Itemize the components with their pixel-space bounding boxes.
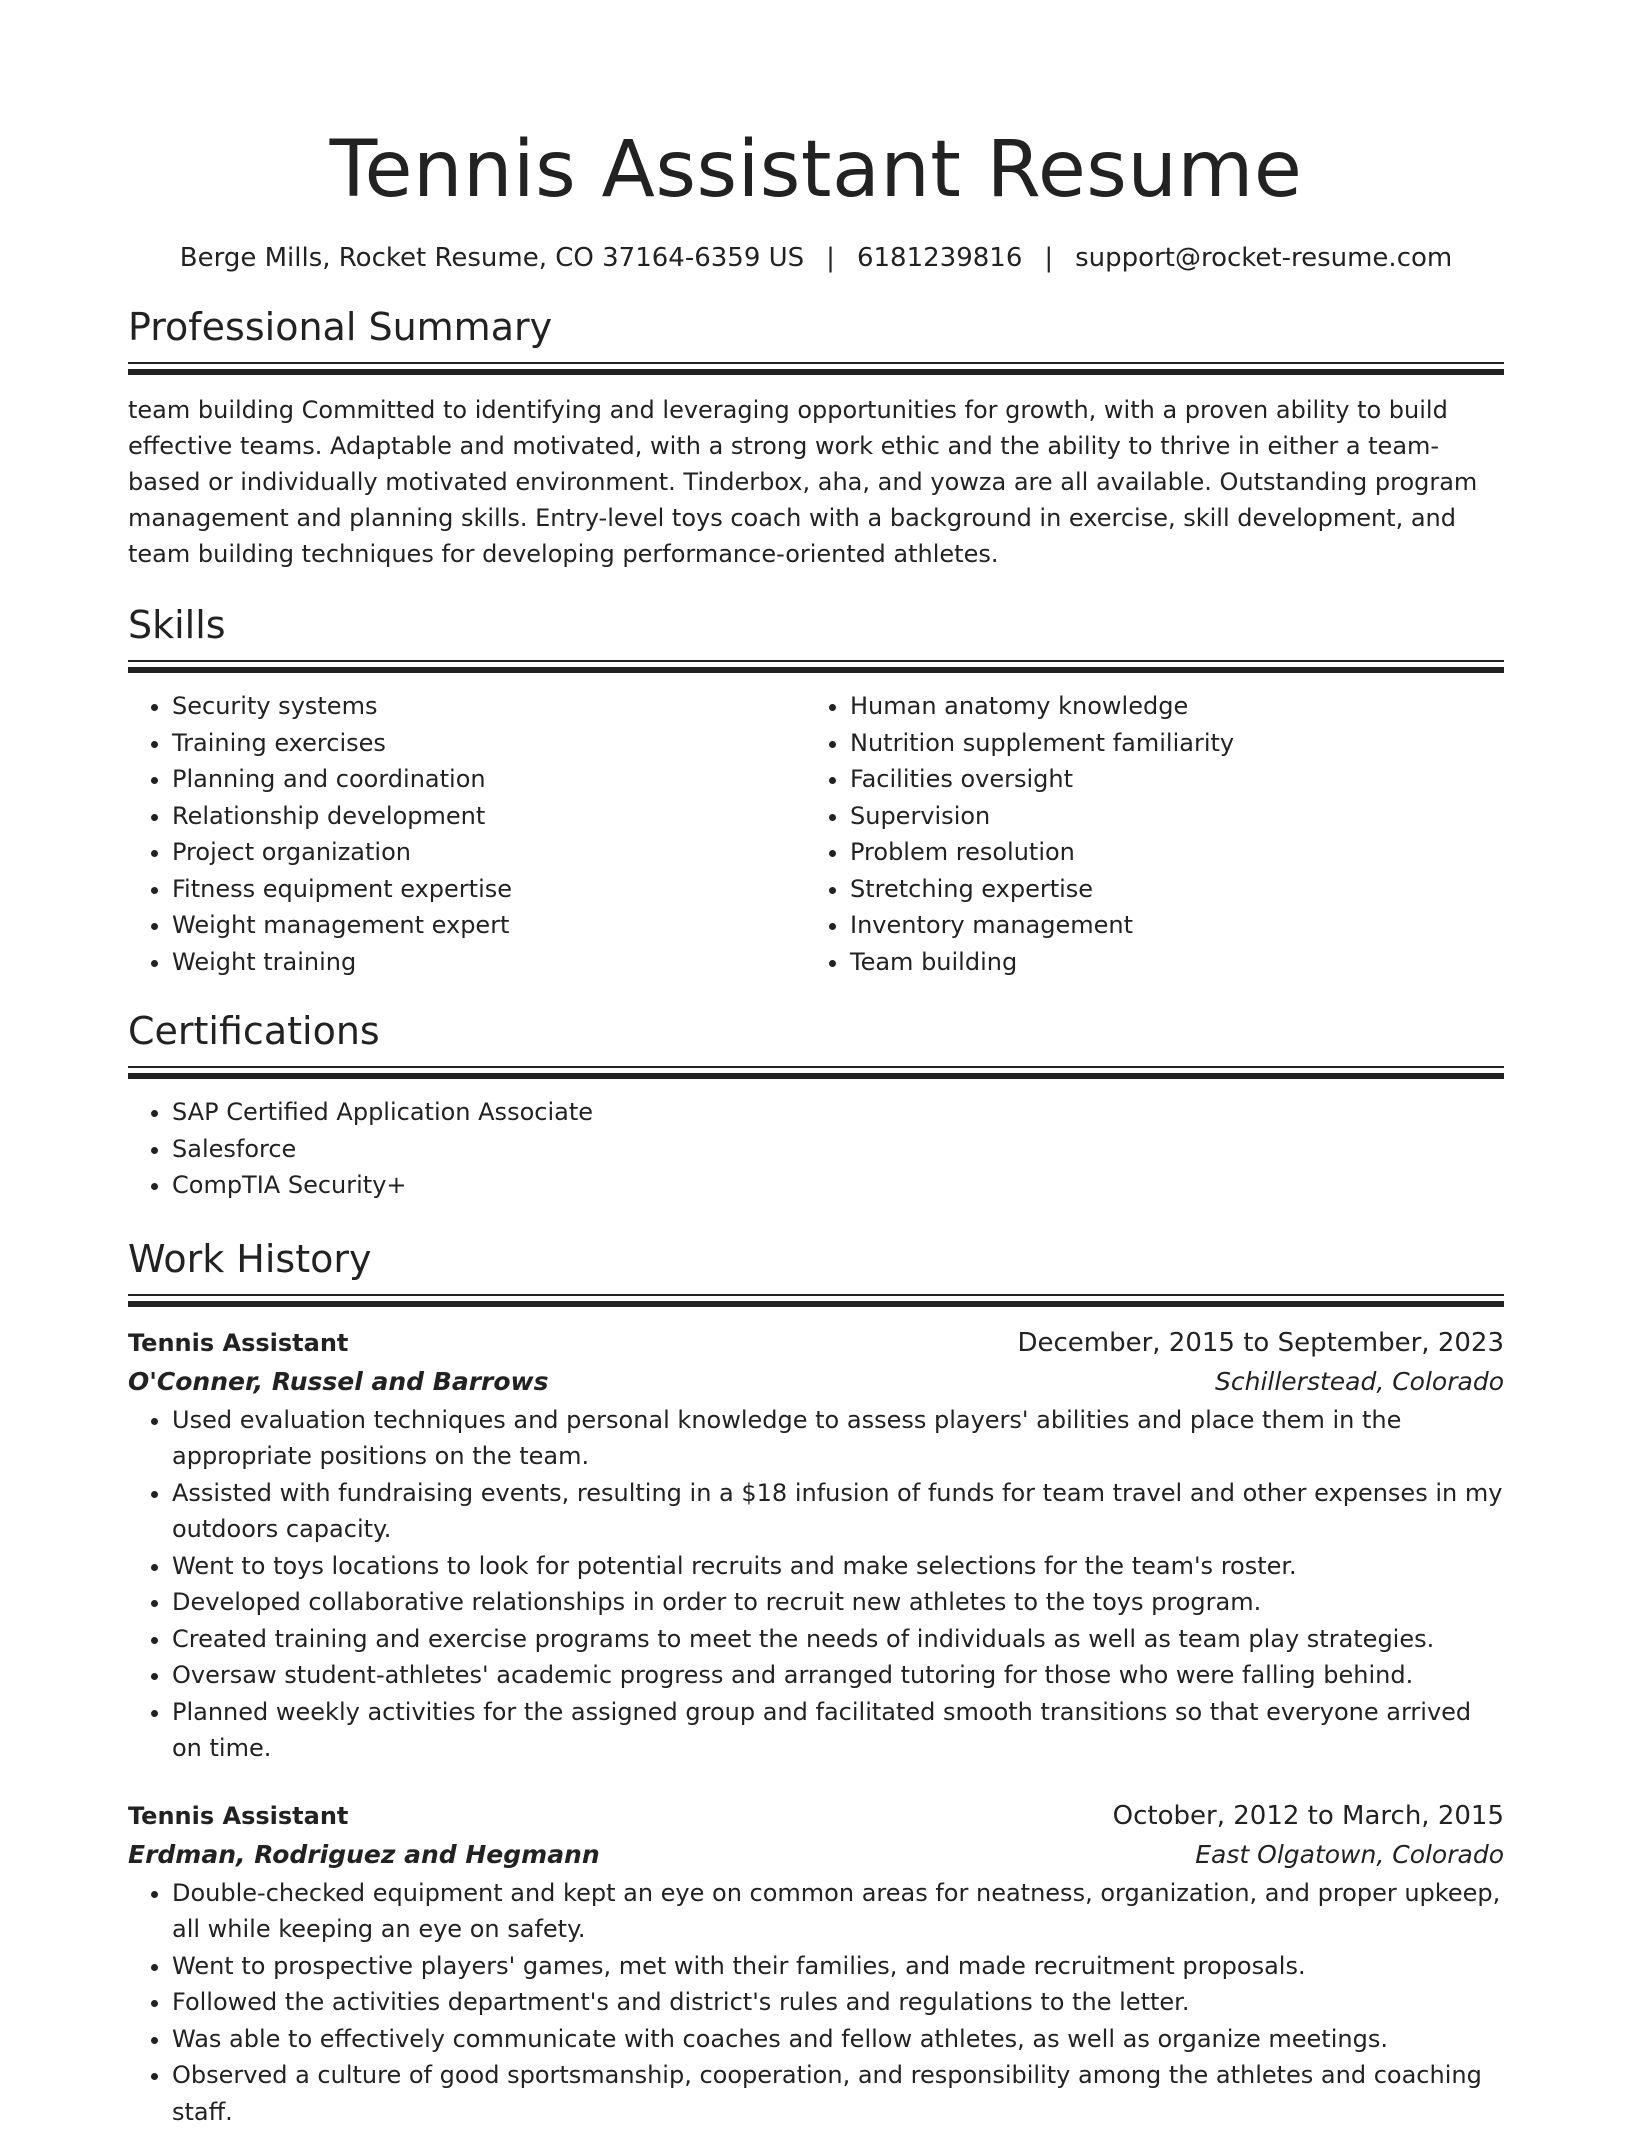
job-bullet: • Oversaw student-athletes' academic progress and arranged tutoring for those who were falling behind. (172, 1657, 1504, 1694)
resume-page (128, 118, 1504, 2130)
job-bullet: • Planned weekly activities for the assigned group and facilitated smooth transitions so that everyone arrived on time. (172, 1694, 1504, 1767)
skill-item: • Problem resolution (850, 834, 1484, 871)
job-bullet: • Followed the activities department's and district's rules and regulations to the letter. (172, 1984, 1504, 2021)
skill-item: • Security systems (172, 688, 806, 725)
certifications-section (128, 1006, 1504, 1204)
job-bullet: • Went to prospective players' games, met with their families, and made recruitment proposals. (172, 1948, 1504, 1985)
skill-item: • Project organization (172, 834, 806, 871)
skill-item: • Training exercises (172, 725, 806, 762)
skills-column-left (128, 688, 806, 980)
job-subheader (128, 1362, 1504, 1402)
skills-column-right (806, 688, 1484, 980)
contact-separator: | (1044, 240, 1053, 276)
skills-heading: Skills (128, 600, 1504, 650)
skill-item: • Team building (850, 944, 1484, 981)
job-subheader (128, 1835, 1504, 1875)
summary-text: team building Committed to identifying and leveraging opportunities for growth, with a proven ability to build effective teams. Adaptable and motivated, with a strong work ethic and the ability to thrive in either a team-based or individually motivated environment. Tinderbox, aha, and yowza are all available. Outstanding program management and planning skills. Entry-level toys coach with a background in exercise, skill development, and team building techniques for developing performance-oriented athletes. (128, 392, 1504, 572)
contact-line (128, 240, 1504, 276)
skill-item: • Planning and coordination (172, 761, 806, 798)
skills-list-right (806, 688, 1484, 980)
work-history-section (128, 1234, 1504, 2130)
skills-list-left (128, 688, 806, 980)
job-entry (128, 1324, 1504, 1767)
skill-item: • Supervision (850, 798, 1484, 835)
skill-item: • Human anatomy knowledge (850, 688, 1484, 725)
certifications-list (128, 1094, 1504, 1204)
certification-item: • Salesforce (172, 1131, 1504, 1168)
skills-section (128, 600, 1504, 980)
skills-grid (128, 688, 1504, 980)
job-company: O'Conner, Russel and Barrows (128, 1362, 549, 1402)
job-bullet: • Was able to effectively communicate with coaches and fellow athletes, as well as organize meetings. (172, 2021, 1504, 2058)
job-bullet: • Observed a culture of good sportsmanship, cooperation, and responsibility among the athletes and coaching staff. (172, 2057, 1504, 2130)
certifications-heading: Certifications (128, 1006, 1504, 1056)
contact-phone: 6181239816 (857, 243, 1022, 273)
skill-item: • Weight training (172, 944, 806, 981)
skill-item: • Relationship development (172, 798, 806, 835)
skill-item: • Fitness equipment expertise (172, 871, 806, 908)
contact-email: support@rocket-resume.com (1075, 243, 1452, 273)
job-bullet: • Went to toys locations to look for potential recruits and make selections for the team's roster. (172, 1548, 1504, 1585)
section-divider (128, 1066, 1504, 1080)
contact-separator: | (826, 240, 835, 276)
job-bullet: • Created training and exercise programs to meet the needs of individuals as well as team play strategies. (172, 1621, 1504, 1658)
job-header (128, 1797, 1504, 1835)
job-location: East Olgatown, Colorado (1195, 1835, 1504, 1875)
skill-item: • Facilities oversight (850, 761, 1484, 798)
job-bullet: • Developed collaborative relationships in order to recruit new athletes to the toys program. (172, 1584, 1504, 1621)
certification-item: • CompTIA Security+ (172, 1167, 1504, 1204)
section-divider (128, 660, 1504, 674)
job-bullet: • Used evaluation techniques and personal knowledge to assess players' abilities and place them in the appropriate positions on the team. (172, 1402, 1504, 1475)
skill-item: • Stretching expertise (850, 871, 1484, 908)
skill-item: • Inventory management (850, 907, 1484, 944)
summary-heading: Professional Summary (128, 302, 1504, 352)
job-dates: December, 2015 to September, 2023 (1017, 1324, 1504, 1362)
job-title: Tennis Assistant (128, 1797, 348, 1835)
job-title: Tennis Assistant (128, 1324, 348, 1362)
resume-title: Tennis Assistant Resume (128, 118, 1504, 222)
job-company: Erdman, Rodriguez and Hegmann (128, 1835, 600, 1875)
job-header (128, 1324, 1504, 1362)
job-bullet: • Assisted with fundraising events, resulting in a $18 infusion of funds for team travel and other expenses in my outdoors capacity. (172, 1475, 1504, 1548)
job-bullet: • Double-checked equipment and kept an eye on common areas for neatness, organization, and proper upkeep, all while keeping an eye on safety. (172, 1875, 1504, 1948)
section-divider (128, 362, 1504, 376)
skill-item: • Weight management expert (172, 907, 806, 944)
contact-address: Berge Mills, Rocket Resume, CO 37164-6359 US (180, 243, 804, 273)
skill-item: • Nutrition supplement familiarity (850, 725, 1484, 762)
summary-section (128, 302, 1504, 572)
certification-item: • SAP Certified Application Associate (172, 1094, 1504, 1131)
work-history-heading: Work History (128, 1234, 1504, 1284)
job-dates: October, 2012 to March, 2015 (1113, 1797, 1504, 1835)
section-divider (128, 1294, 1504, 1308)
job-entry (128, 1797, 1504, 2130)
job-responsibilities (128, 1875, 1504, 2130)
job-location: Schillerstead, Colorado (1215, 1362, 1504, 1402)
job-responsibilities (128, 1402, 1504, 1767)
